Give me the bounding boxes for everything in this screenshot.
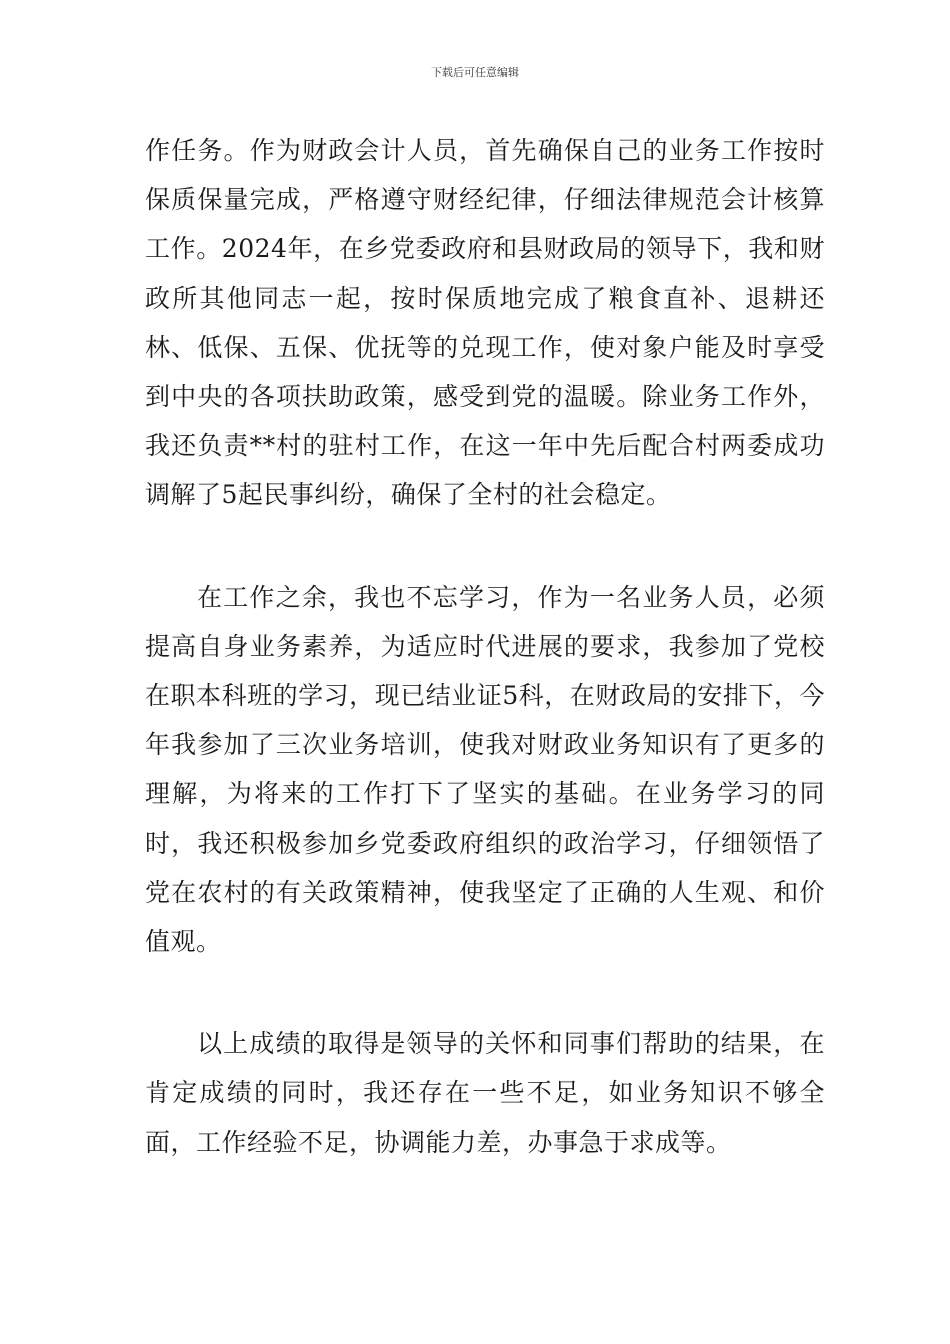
paragraph-shortcomings: 以上成绩的取得是领导的关怀和同事们帮助的结果，在肯定成绩的同时，我还存在一些不足，如业务知识不够全面，工作经验不足，协调能力差，办事急于求成等。 xyxy=(145,1029,825,1157)
paragraph-study: 在工作之余，我也不忘学习，作为一名业务人员，必须提高自身业务素养，为适应时代进展的要求，我参加了党校在职本科班的学习，现已结业证5科，在财政局的安排下，今年我参加了三次业务培训，使我对财政业务知识有了更多的理解，为将来的工作打下了坚实的基础。在业务学习的同时，我还积极参加乡党委政府组织的政治学习，仔细领悟了党在农村的有关政策精神，使我坚定了正确的人生观、和价值观。 xyxy=(145,582,825,957)
document-body xyxy=(145,126,825,1167)
paragraph-work-duties: 作任务。作为财政会计人员，首先确保自己的业务工作按时保质保量完成，严格遵守财经纪律，仔细法律规范会计核算工作。2024年，在乡党委政府和县财政局的领导下，我和财政所其他同志一起，按时保质地完成了粮食直补、退耕还林、低保、五保、优抚等的兑现工作，使对象户能及时享受到中央的各项扶助政策，感受到党的温暖。除业务工作外，我还负责**村的驻村工作，在这一年中先后配合村两委成功调解了5起民事纠纷，确保了全村的社会稳定。 xyxy=(145,136,825,510)
page-header-note: 下载后可任意编辑 xyxy=(431,66,519,79)
